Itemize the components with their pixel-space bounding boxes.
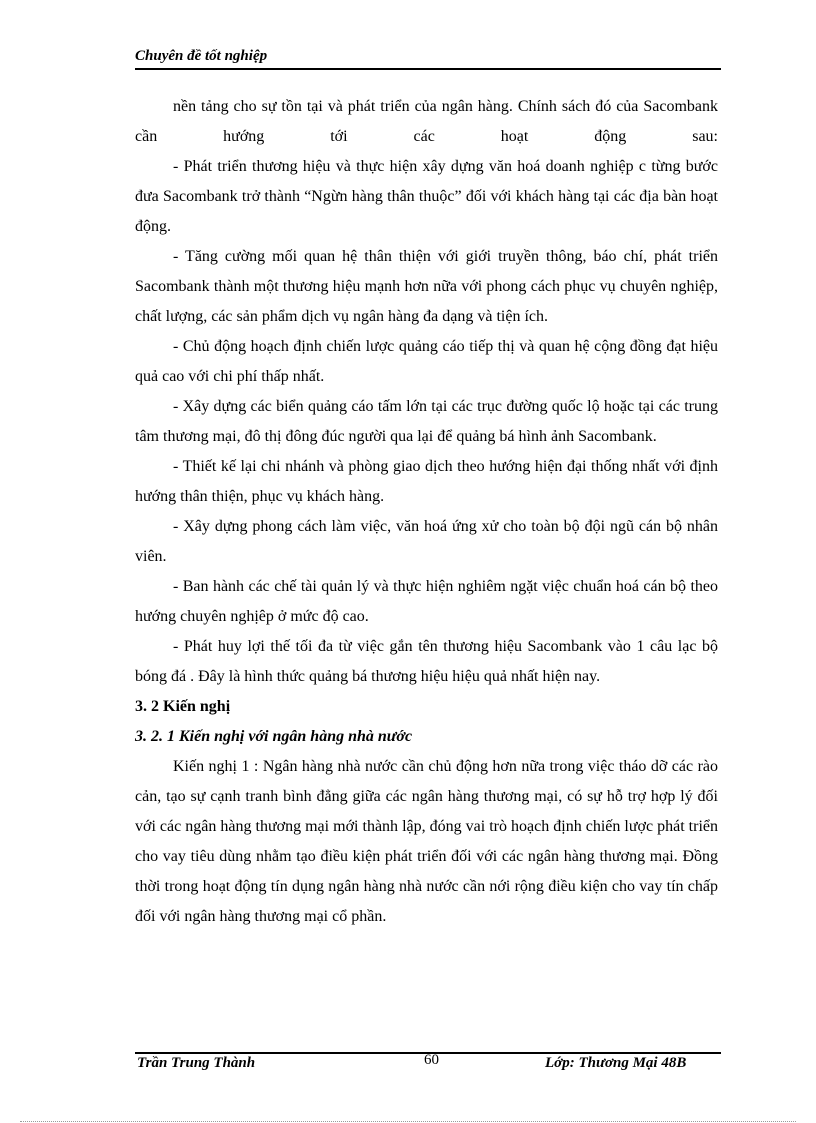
bullet-football-club: - Phát huy lợi thế tối đa từ việc gắn tên thương hiệu Sacombank vào 1 câu lạc bộ bóng đá . Đây là hình thức quảng bá thương hiệu hiệu quả nhất hiện nay. [135, 638, 718, 685]
subsection-heading: 3. 2. 1 Kiến nghị với ngân hàng nhà nước [135, 728, 413, 745]
page-bottom-border [20, 1121, 796, 1122]
section-heading: 3. 2 Kiến nghị [135, 698, 231, 715]
bullet-branch-redesign: - Thiết kế lại chi nhánh và phòng giao dịch theo hướng hiện đại thống nhất với định hướng thân thiện, phục vụ khách hàng. [135, 458, 718, 505]
document-body [135, 92, 718, 932]
bullet-work-culture: - Xây dựng phong cách làm việc, văn hoá ứng xử cho toàn bộ đội ngũ cán bộ nhân viên. [135, 518, 718, 565]
footer-author: Trần Trung Thành [137, 1055, 256, 1071]
bullet-billboards: - Xây dựng các biển quảng cáo tấm lớn tại các trục đường quốc lộ hoặc tại các trung tâm thương mại, đô thị đông đúc người qua lại để quảng bá hình ảnh Sacombank. [135, 398, 718, 445]
footer-class: Lớp: Thương Mại 48B [545, 1055, 687, 1071]
bullet-media-relations: - Tăng cường mối quan hệ thân thiện với giới truyền thông, báo chí, phát triển Sacombank thành một thương hiệu mạnh hơn nữa với phong cách phục vụ chuyên nghiệp, chất lượng, các sản phẩm dịch vụ ngân hàng đa dạng và tiện ích. [135, 248, 718, 325]
bullet-staff-standards: - Ban hành các chế tài quản lý và thực hiện nghiêm ngặt việc chuẩn hoá cán bộ theo hướng chuyên nghịêp ở mức độ cao. [135, 578, 718, 625]
page-number: 60 [424, 1052, 439, 1068]
paragraph-intro: nền tảng cho sự tồn tại và phát triển của ngân hàng. Chính sách đó của Sacombank cần hướng tới các hoạt động sau: [135, 98, 718, 145]
bullet-advertising-strategy: - Chủ động hoạch định chiến lược quảng cáo tiếp thị và quan hệ cộng đồng đạt hiệu quả cao với chi phí thấp nhất. [135, 338, 718, 385]
recommendation-1: Kiến nghị 1 : Ngân hàng nhà nước cần chủ động hơn nữa trong việc tháo dỡ các rào cản, tạo sự cạnh tranh bình đẳng giữa các ngân hàng thương mại, có sự hỗ trợ hợp lý đối với các ngân hàng thương mại mới thành lập, đóng vai trò hoạch định chiến lược phát triển cho vay tiêu dùng nhằm tạo điều kiện phát triển đối với các ngân hàng thương mại. Đồng thời trong hoạt động tín dụng ngân hàng nhà nước cần nới rộng điều kiện cho vay tín chấp đối với ngân hàng thương mại cổ phần. [135, 758, 718, 925]
page-header: Chuyên đề tốt nghiệp [135, 48, 721, 70]
bullet-brand-development: - Phát triển thương hiệu và thực hiện xây dựng văn hoá doanh nghiệp c từng bước đưa Sacombank trở thành “Ngừn hàng thân thuộc” đối với khách hàng tại các địa bàn hoạt động. [135, 158, 718, 235]
